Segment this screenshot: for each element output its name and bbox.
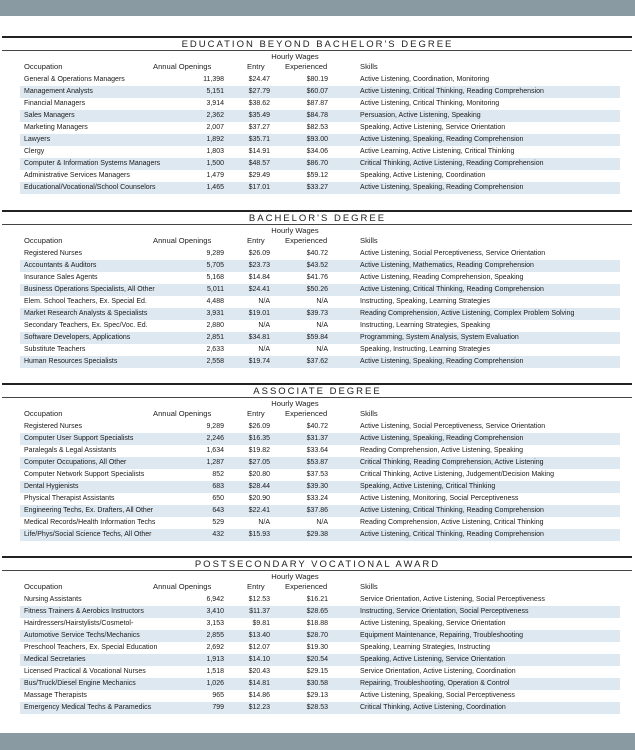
table-row <box>20 296 620 308</box>
skills-header: Skills <box>360 62 378 71</box>
entry-header: Entry <box>247 62 265 71</box>
occupation-cell: Life/Phys/Social Science Techs, All Other <box>24 531 152 538</box>
table-row <box>20 248 620 260</box>
annual-openings-cell: 2,362 <box>206 112 224 119</box>
occupation-cell: Registered Nurses <box>24 423 82 430</box>
entry-wage-cell: $19.01 <box>248 310 270 317</box>
skills-cell: Instructing, Learning Strategies, Speaking <box>360 322 490 329</box>
skills-cell: Critical Thinking, Active Listening, Coordination <box>360 704 506 711</box>
annual-openings-cell: 1,465 <box>206 184 224 191</box>
hourly-wages-header: Hourly Wages <box>271 399 319 408</box>
table-row <box>20 356 620 368</box>
occupation-cell: Accountants & Auditors <box>24 262 97 269</box>
annual-openings-cell: 1,479 <box>206 172 224 179</box>
occupation-cell: Registered Nurses <box>24 250 82 257</box>
table-row <box>20 481 620 493</box>
skills-cell: Active Listening, Coordination, Monitoring <box>360 76 490 83</box>
bottom-banner <box>0 733 635 750</box>
experienced-wage-cell: $28.65 <box>306 608 328 615</box>
table-row <box>20 594 620 606</box>
annual-openings-cell: 3,914 <box>206 100 224 107</box>
entry-wage-cell: $34.81 <box>248 334 270 341</box>
experienced-wage-cell: N/A <box>316 346 328 353</box>
occupation-cell: Physical Therapist Assistants <box>24 495 115 502</box>
skills-header: Skills <box>360 582 378 591</box>
hourly-wages-header: Hourly Wages <box>271 52 319 61</box>
annual-openings-cell: 1,913 <box>206 656 224 663</box>
table-row <box>20 702 620 714</box>
occupation-cell: Educational/Vocational/School Counselors <box>24 184 156 191</box>
skills-cell: Active Listening, Critical Thinking, Reading Comprehension <box>360 286 544 293</box>
experienced-wage-cell: $50.26 <box>306 286 328 293</box>
annual-openings-cell: 3,931 <box>206 310 224 317</box>
occupation-cell: General & Operations Managers <box>24 76 125 83</box>
occupation-cell: Clergy <box>24 148 45 155</box>
section-title: EDUCATION BEYOND BACHELOR'S DEGREE <box>181 39 454 50</box>
annual-openings-cell: 965 <box>212 692 224 699</box>
occupation-cell: Computer User Support Specialists <box>24 435 134 442</box>
experienced-header: Experienced <box>285 409 328 418</box>
table-row <box>20 260 620 272</box>
table-row <box>20 86 620 98</box>
experienced-wage-cell: $40.72 <box>306 250 328 257</box>
annual-openings-cell: 650 <box>212 495 224 502</box>
skills-cell: Equipment Maintenance, Repairing, Troubleshooting <box>360 632 524 639</box>
entry-wage-cell: $23.73 <box>248 262 270 269</box>
occupation-cell: Human Resources Specialists <box>24 358 118 365</box>
entry-wage-cell: $28.44 <box>248 483 270 490</box>
experienced-wage-cell: $33.64 <box>306 447 328 454</box>
skills-cell: Active Listening, Mathematics, Reading Comprehension <box>360 262 534 269</box>
experienced-header: Experienced <box>285 236 328 245</box>
table-row <box>20 134 620 146</box>
experienced-wage-cell: $41.76 <box>306 274 328 281</box>
occupation-cell: Medical Secretaries <box>24 656 86 663</box>
occupation-cell: Computer Network Support Specialists <box>24 471 145 478</box>
skills-cell: Instructing, Service Orientation, Social Perceptiveness <box>360 608 529 615</box>
skills-cell: Instructing, Speaking, Learning Strategies <box>360 298 490 305</box>
entry-header: Entry <box>247 409 265 418</box>
table-row <box>20 332 620 344</box>
experienced-wage-cell: $28.70 <box>306 632 328 639</box>
table-row <box>20 284 620 296</box>
annual-openings-cell: 2,558 <box>206 358 224 365</box>
experienced-wage-cell: $80.19 <box>306 76 328 83</box>
table-row <box>20 666 620 678</box>
table-row <box>20 493 620 505</box>
experienced-wage-cell: $60.07 <box>306 88 328 95</box>
annual-openings-cell: 1,634 <box>206 447 224 454</box>
skills-cell: Reading Comprehension, Active Listening, Complex Problem Solving <box>360 310 575 317</box>
experienced-wage-cell: $39.30 <box>306 483 328 490</box>
occupation-cell: Sales Managers <box>24 112 75 119</box>
annual-openings-cell: 11,398 <box>203 76 224 83</box>
skills-cell: Service Orientation, Active Listening, Social Perceptiveness <box>360 596 545 603</box>
annual-openings-header: Annual Openings <box>153 62 212 71</box>
skills-cell: Active Listening, Speaking, Reading Comprehension <box>360 136 524 143</box>
experienced-wage-cell: $87.87 <box>306 100 328 107</box>
top-banner <box>0 0 635 16</box>
section-rule <box>2 36 632 38</box>
table-row <box>20 272 620 284</box>
annual-openings-cell: 5,705 <box>206 262 224 269</box>
section-title: ASSOCIATE DEGREE <box>253 386 382 397</box>
table-row <box>20 618 620 630</box>
entry-wage-cell: $9.81 <box>252 620 270 627</box>
occupation-cell: Lawyers <box>24 136 51 143</box>
occupation-cell: Software Developers, Applications <box>24 334 131 341</box>
table-row <box>20 146 620 158</box>
entry-wage-cell: $11.37 <box>249 608 270 615</box>
skills-cell: Active Listening, Social Perceptiveness, Service Orientation <box>360 423 546 430</box>
skills-cell: Persuasion, Active Listening, Speaking <box>360 112 481 119</box>
skills-cell: Repairing, Troubleshooting, Operation & Control <box>360 680 510 687</box>
occupation-cell: Computer Occupations, All Other <box>24 459 127 466</box>
occupation-cell: Preschool Teachers, Ex. Special Education <box>24 644 158 651</box>
occupation-cell: Secondary Teachers, Ex. Spec/Voc. Ed. <box>24 322 148 329</box>
annual-openings-header: Annual Openings <box>153 409 212 418</box>
entry-header: Entry <box>247 236 265 245</box>
skills-cell: Speaking, Active Listening, Service Orientation <box>360 124 506 131</box>
wage-table-page <box>0 16 635 733</box>
entry-wage-cell: $12.23 <box>248 704 270 711</box>
entry-wage-cell: $48.57 <box>248 160 270 167</box>
section-rule <box>2 210 632 212</box>
entry-wage-cell: $35.71 <box>248 136 270 143</box>
skills-header: Skills <box>360 409 378 418</box>
section-title: BACHELOR'S DEGREE <box>248 213 387 224</box>
entry-wage-cell: $17.01 <box>248 184 270 191</box>
entry-wage-cell: $24.47 <box>248 76 270 83</box>
section-title-underline <box>2 570 632 571</box>
occupation-cell: Market Research Analysts & Specialists <box>24 310 148 317</box>
experienced-wage-cell: $16.21 <box>306 596 328 603</box>
annual-openings-cell: 9,289 <box>206 423 224 430</box>
occupation-cell: Management Analysts <box>24 88 93 95</box>
skills-cell: Active Listening, Speaking, Service Orientation <box>360 620 506 627</box>
annual-openings-cell: 2,880 <box>206 322 224 329</box>
annual-openings-header: Annual Openings <box>153 236 212 245</box>
experienced-wage-cell: $33.27 <box>306 184 328 191</box>
table-row <box>20 170 620 182</box>
hourly-wages-header: Hourly Wages <box>271 226 319 235</box>
skills-cell: Active Listening, Reading Comprehension, Speaking <box>360 274 524 281</box>
annual-openings-cell: 2,851 <box>206 334 224 341</box>
occupation-cell: Fitness Trainers & Aerobics Instructors <box>24 608 144 615</box>
table-row <box>20 630 620 642</box>
entry-wage-cell: N/A <box>258 322 270 329</box>
skills-cell: Active Learning, Active Listening, Critical Thinking <box>360 148 515 155</box>
occupation-header: Occupation <box>24 409 63 418</box>
entry-wage-cell: $20.90 <box>248 495 270 502</box>
annual-openings-header: Annual Openings <box>153 582 212 591</box>
entry-wage-cell: $19.74 <box>248 358 270 365</box>
experienced-wage-cell: $43.52 <box>306 262 328 269</box>
entry-wage-cell: $15.93 <box>248 531 270 538</box>
experienced-wage-cell: $29.13 <box>306 692 328 699</box>
skills-cell: Reading Comprehension, Active Listening, Speaking <box>360 447 524 454</box>
skills-cell: Critical Thinking, Active Listening, Judgement/Decision Making <box>360 471 555 478</box>
occupation-cell: Insurance Sales Agents <box>24 274 98 281</box>
skills-cell: Service Orientation, Active Listening, Coordination <box>360 668 516 675</box>
occupation-cell: Engineering Techs, Ex. Drafters, All Other <box>24 507 154 514</box>
entry-wage-cell: $24.41 <box>248 286 270 293</box>
skills-cell: Active Listening, Speaking, Reading Comprehension <box>360 435 524 442</box>
annual-openings-cell: 2,007 <box>206 124 224 131</box>
entry-wage-cell: $29.49 <box>248 172 270 179</box>
experienced-wage-cell: $40.72 <box>306 423 328 430</box>
experienced-wage-cell: $31.37 <box>306 435 328 442</box>
table-row <box>20 690 620 702</box>
occupation-header: Occupation <box>24 236 63 245</box>
experienced-wage-cell: $20.54 <box>306 656 328 663</box>
experienced-header: Experienced <box>285 582 328 591</box>
entry-wage-cell: $14.10 <box>248 656 270 663</box>
entry-wage-cell: $37.27 <box>248 124 270 131</box>
section-rule <box>2 556 632 558</box>
table-row <box>20 110 620 122</box>
annual-openings-cell: 4,488 <box>206 298 224 305</box>
table-row <box>20 505 620 517</box>
annual-openings-cell: 432 <box>212 531 224 538</box>
entry-wage-cell: N/A <box>258 298 270 305</box>
experienced-wage-cell: $37.53 <box>306 471 328 478</box>
experienced-wage-cell: $19.30 <box>306 644 328 651</box>
annual-openings-cell: 2,692 <box>206 644 224 651</box>
table-row <box>20 74 620 86</box>
table-row <box>20 517 620 529</box>
experienced-wage-cell: $30.58 <box>306 680 328 687</box>
occupation-cell: Dental Hygienists <box>24 483 79 490</box>
table-row <box>20 308 620 320</box>
skills-cell: Active Listening, Critical Thinking, Reading Comprehension <box>360 531 544 538</box>
section-title: POSTSECONDARY VOCATIONAL AWARD <box>194 559 441 570</box>
occupation-cell: Bus/Truck/Diesel Engine Mechanics <box>24 680 136 687</box>
experienced-wage-cell: $86.70 <box>306 160 328 167</box>
annual-openings-cell: 529 <box>212 519 224 526</box>
entry-wage-cell: $12.53 <box>248 596 270 603</box>
annual-openings-cell: 1,500 <box>206 160 224 167</box>
entry-wage-cell: $14.86 <box>248 692 270 699</box>
occupation-cell: Paralegals & Legal Assistants <box>24 447 117 454</box>
skills-cell: Critical Thinking, Reading Comprehension, Active Listening <box>360 459 544 466</box>
table-row <box>20 158 620 170</box>
annual-openings-cell: 3,410 <box>206 608 224 615</box>
entry-wage-cell: $19.82 <box>248 447 270 454</box>
table-row <box>20 421 620 433</box>
table-row <box>20 344 620 356</box>
skills-cell: Active Listening, Monitoring, Social Perceptiveness <box>360 495 519 502</box>
entry-header: Entry <box>247 582 265 591</box>
occupation-header: Occupation <box>24 62 63 71</box>
occupation-cell: Business Operations Specialists, All Other <box>24 286 155 293</box>
table-row <box>20 529 620 541</box>
skills-cell: Active Listening, Speaking, Reading Comprehension <box>360 184 524 191</box>
skills-cell: Active Listening, Speaking, Social Perceptiveness <box>360 692 515 699</box>
occupation-cell: Elem. School Teachers, Ex. Special Ed. <box>24 298 147 305</box>
table-row <box>20 606 620 618</box>
table-row <box>20 457 620 469</box>
skills-cell: Active Listening, Critical Thinking, Reading Comprehension <box>360 507 544 514</box>
section-title-underline <box>2 50 632 51</box>
experienced-wage-cell: N/A <box>316 298 328 305</box>
experienced-wage-cell: $84.78 <box>306 112 328 119</box>
entry-wage-cell: $26.09 <box>248 250 270 257</box>
entry-wage-cell: $27.05 <box>248 459 270 466</box>
annual-openings-cell: 3,153 <box>206 620 224 627</box>
experienced-wage-cell: $93.00 <box>306 136 328 143</box>
skills-cell: Speaking, Active Listening, Coordination <box>360 172 486 179</box>
annual-openings-cell: 5,168 <box>206 274 224 281</box>
entry-wage-cell: N/A <box>258 519 270 526</box>
table-row <box>20 678 620 690</box>
entry-wage-cell: $27.79 <box>248 88 270 95</box>
annual-openings-cell: 1,026 <box>206 680 224 687</box>
skills-cell: Speaking, Active Listening, Service Orientation <box>360 656 506 663</box>
table-row <box>20 433 620 445</box>
experienced-wage-cell: $53.87 <box>306 459 328 466</box>
skills-cell: Active Listening, Speaking, Reading Comprehension <box>360 358 524 365</box>
skills-cell: Speaking, Active Listening, Critical Thinking <box>360 483 496 490</box>
annual-openings-cell: 643 <box>212 507 224 514</box>
entry-wage-cell: $38.62 <box>248 100 270 107</box>
annual-openings-cell: 2,246 <box>206 435 224 442</box>
annual-openings-cell: 1,892 <box>206 136 224 143</box>
entry-wage-cell: $14.91 <box>248 148 270 155</box>
table-row <box>20 320 620 332</box>
entry-wage-cell: N/A <box>258 346 270 353</box>
table-row <box>20 642 620 654</box>
section-title-underline <box>2 397 632 398</box>
section-rule <box>2 383 632 385</box>
annual-openings-cell: 1,287 <box>206 459 224 466</box>
occupation-cell: Administrative Services Managers <box>24 172 130 179</box>
experienced-wage-cell: $37.86 <box>306 507 328 514</box>
annual-openings-cell: 2,633 <box>206 346 224 353</box>
skills-header: Skills <box>360 236 378 245</box>
entry-wage-cell: $12.07 <box>248 644 270 651</box>
experienced-wage-cell: $34.06 <box>306 148 328 155</box>
annual-openings-cell: 5,011 <box>207 286 224 293</box>
experienced-wage-cell: $33.24 <box>306 495 328 502</box>
experienced-wage-cell: N/A <box>316 322 328 329</box>
experienced-wage-cell: $18.88 <box>306 620 328 627</box>
annual-openings-cell: 852 <box>212 471 224 478</box>
experienced-wage-cell: $59.84 <box>306 334 328 341</box>
entry-wage-cell: $26.09 <box>248 423 270 430</box>
annual-openings-cell: 1,803 <box>206 148 224 155</box>
experienced-header: Experienced <box>285 62 328 71</box>
entry-wage-cell: $14.81 <box>248 680 270 687</box>
annual-openings-cell: 5,151 <box>206 88 224 95</box>
table-row <box>20 654 620 666</box>
occupation-cell: Nursing Assistants <box>24 596 82 603</box>
occupation-cell: Massage Therapists <box>24 692 87 699</box>
skills-cell: Active Listening, Social Perceptiveness, Service Orientation <box>360 250 546 257</box>
experienced-wage-cell: $39.73 <box>306 310 328 317</box>
occupation-cell: Substitute Teachers <box>24 346 86 353</box>
occupation-cell: Automotive Service Techs/Mechanics <box>24 632 140 639</box>
occupation-cell: Hairdressers/Hairstylists/Cosmetol- <box>24 620 134 627</box>
skills-cell: Speaking, Instructing, Learning Strategies <box>360 346 490 353</box>
occupation-cell: Medical Records/Health Information Techs <box>24 519 156 526</box>
entry-wage-cell: $22.41 <box>248 507 270 514</box>
skills-cell: Programming, System Analysis, System Evaluation <box>360 334 519 341</box>
occupation-cell: Computer & Information Systems Managers <box>24 160 161 167</box>
entry-wage-cell: $14.84 <box>248 274 270 281</box>
table-row <box>20 182 620 194</box>
experienced-wage-cell: $28.53 <box>306 704 328 711</box>
entry-wage-cell: $35.49 <box>248 112 270 119</box>
experienced-wage-cell: N/A <box>316 519 328 526</box>
annual-openings-cell: 683 <box>212 483 224 490</box>
section-title-underline <box>2 224 632 225</box>
experienced-wage-cell: $29.38 <box>306 531 328 538</box>
occupation-cell: Marketing Managers <box>24 124 88 131</box>
skills-cell: Reading Comprehension, Active Listening, Critical Thinking <box>360 519 544 526</box>
annual-openings-cell: 799 <box>212 704 224 711</box>
experienced-wage-cell: $82.53 <box>306 124 328 131</box>
table-row <box>20 469 620 481</box>
hourly-wages-header: Hourly Wages <box>271 572 319 581</box>
occupation-cell: Licensed Practical & Vocational Nurses <box>24 668 146 675</box>
experienced-wage-cell: $37.62 <box>306 358 328 365</box>
annual-openings-cell: 1,518 <box>206 668 224 675</box>
annual-openings-cell: 6,942 <box>206 596 224 603</box>
skills-cell: Active Listening, Critical Thinking, Reading Comprehension <box>360 88 544 95</box>
skills-cell: Active Listening, Critical Thinking, Monitoring <box>360 100 500 107</box>
entry-wage-cell: $16.35 <box>248 435 270 442</box>
skills-cell: Speaking, Learning Strategies, Instructing <box>360 644 490 651</box>
skills-cell: Critical Thinking, Active Listening, Reading Comprehension <box>360 160 544 167</box>
table-row <box>20 122 620 134</box>
annual-openings-cell: 2,855 <box>206 632 224 639</box>
entry-wage-cell: $20.43 <box>248 668 270 675</box>
table-row <box>20 98 620 110</box>
occupation-cell: Financial Managers <box>24 100 86 107</box>
occupation-cell: Emergency Medical Techs & Paramedics <box>24 704 152 711</box>
entry-wage-cell: $20.80 <box>248 471 270 478</box>
occupation-header: Occupation <box>24 582 63 591</box>
entry-wage-cell: $13.40 <box>248 632 270 639</box>
experienced-wage-cell: $29.15 <box>306 668 328 675</box>
table-row <box>20 445 620 457</box>
experienced-wage-cell: $59.12 <box>306 172 328 179</box>
annual-openings-cell: 9,289 <box>206 250 224 257</box>
